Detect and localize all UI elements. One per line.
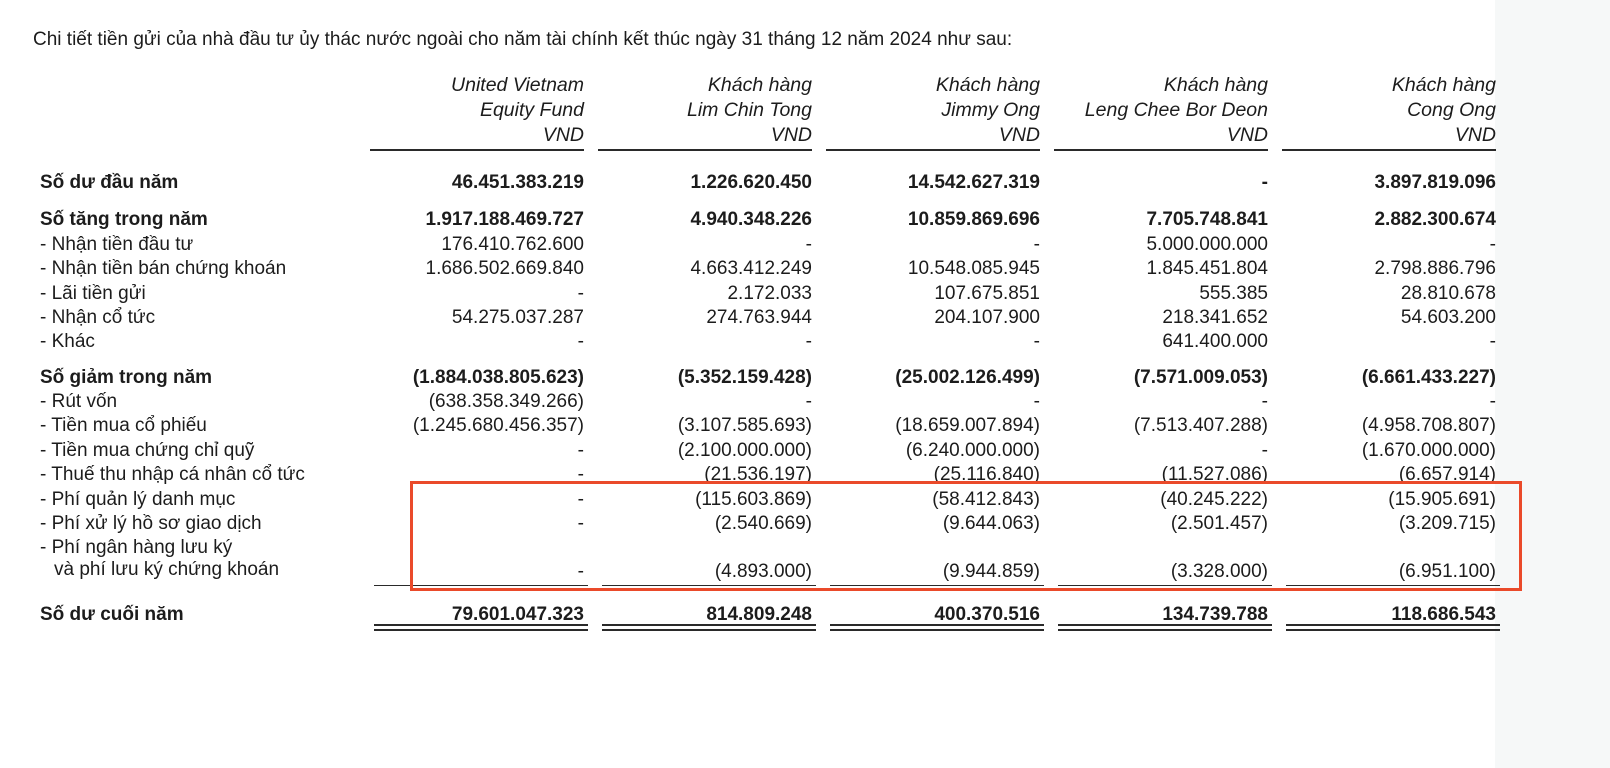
total-double-rule xyxy=(374,624,588,631)
header-underline xyxy=(370,149,584,151)
total-double-rule xyxy=(830,624,1044,631)
cell-value: - xyxy=(1489,331,1496,352)
row-label: - Nhận tiền đầu tư xyxy=(40,234,194,255)
column-header-line2: Equity Fund xyxy=(479,99,584,121)
column-header-line1: Khách hàng xyxy=(707,74,812,96)
row-label: - Khác xyxy=(40,331,95,352)
total-double-rule xyxy=(602,624,816,631)
cell-value: - xyxy=(1261,172,1268,193)
cell-value: - xyxy=(1033,331,1040,352)
cell-value: - xyxy=(577,489,584,510)
cell-value: (2.100.000.000) xyxy=(677,440,812,461)
cell-value: 274.763.944 xyxy=(706,307,812,328)
cell-value: (1.245.680.456.357) xyxy=(412,415,584,436)
cell-value: (4.893.000) xyxy=(714,561,812,582)
cell-value: 1.686.502.669.840 xyxy=(425,258,584,279)
column-header-line1: Khách hàng xyxy=(1391,74,1496,96)
cell-value: - xyxy=(577,513,584,534)
cell-value: (18.659.007.894) xyxy=(895,415,1040,436)
cell-value: (3.209.715) xyxy=(1398,513,1496,534)
cell-value: (6.657.914) xyxy=(1398,464,1496,485)
cell-value: 400.370.516 xyxy=(934,604,1040,625)
cell-value: (2.501.457) xyxy=(1170,513,1268,534)
row-label-line1: - Phí ngân hàng lưu ký xyxy=(40,537,233,558)
cell-value: (9.944.859) xyxy=(942,561,1040,582)
column-header-line2: Leng Chee Bor Deon xyxy=(1084,99,1268,121)
cell-value: (2.540.669) xyxy=(714,513,812,534)
cell-value: - xyxy=(1033,391,1040,412)
cell-value: (40.245.222) xyxy=(1160,489,1268,510)
cell-value: (11.527.086) xyxy=(1161,464,1268,485)
column-header-unit: VND xyxy=(998,124,1040,146)
row-label: - Phí xử lý hồ sơ giao dịch xyxy=(40,513,262,534)
page-edge-strip xyxy=(1495,0,1610,768)
cell-value: 54.275.037.287 xyxy=(451,307,584,328)
total-double-rule xyxy=(1058,624,1272,631)
cell-value: 1.226.620.450 xyxy=(690,172,812,193)
row-label: - Rút vốn xyxy=(40,391,118,412)
cell-value: 3.897.819.096 xyxy=(1374,172,1496,193)
column-header-4 xyxy=(1054,73,1268,148)
column-header-line1: Khách hàng xyxy=(1163,74,1268,96)
cell-value: 10.548.085.945 xyxy=(907,258,1040,279)
row-label xyxy=(40,537,279,581)
header-underline xyxy=(1282,149,1496,151)
cell-value: 14.542.627.319 xyxy=(907,172,1040,193)
column-header-5 xyxy=(1282,73,1496,148)
cell-value: (4.958.708.807) xyxy=(1361,415,1496,436)
row-label: - Tiền mua chứng chỉ quỹ xyxy=(40,440,255,461)
cell-value: - xyxy=(577,331,584,352)
cell-value: - xyxy=(577,440,584,461)
cell-value: (21.536.197) xyxy=(704,464,812,485)
cell-value: (638.358.349.266) xyxy=(428,391,584,412)
cell-value: - xyxy=(577,464,584,485)
cell-value: 46.451.383.219 xyxy=(451,172,584,193)
cell-value: (25.002.126.499) xyxy=(895,367,1040,388)
cell-value: 107.675.851 xyxy=(934,283,1040,304)
cell-value: 1.917.188.469.727 xyxy=(425,209,584,230)
highlight-box xyxy=(410,481,1522,591)
row-label: Số giảm trong năm xyxy=(40,367,213,388)
intro-text: Chi tiết tiền gửi của nhà đầu tư ủy thác nước ngoài cho năm tài chính kết thúc ngày 31 tháng 12 năm 2024 như sau: xyxy=(33,29,1013,50)
cell-value: - xyxy=(1033,234,1040,255)
cell-value: 79.601.047.323 xyxy=(451,604,584,625)
cell-value: 5.000.000.000 xyxy=(1146,234,1268,255)
cell-value: (1.884.038.805.623) xyxy=(412,367,584,388)
cell-value: - xyxy=(805,331,812,352)
cell-value: (115.603.869) xyxy=(695,489,812,510)
cell-value: (15.905.691) xyxy=(1388,489,1496,510)
cell-value: 4.663.412.249 xyxy=(690,258,812,279)
cell-value: 54.603.200 xyxy=(1400,307,1496,328)
row-label: - Nhận tiền bán chứng khoán xyxy=(40,258,287,279)
cell-value: - xyxy=(577,561,584,582)
column-header-line1: Khách hàng xyxy=(935,74,1040,96)
cell-value: 814.809.248 xyxy=(706,604,812,625)
cell-value: - xyxy=(1261,391,1268,412)
row-label: Số dư đầu năm xyxy=(40,172,179,193)
cell-value: (9.644.063) xyxy=(942,513,1040,534)
cell-value: (58.412.843) xyxy=(932,489,1040,510)
cell-value: 555.385 xyxy=(1199,283,1268,304)
cell-value: (6.240.000.000) xyxy=(905,440,1040,461)
cell-value: 204.107.900 xyxy=(934,307,1040,328)
column-header-line2: Jimmy Ong xyxy=(941,99,1040,121)
cell-value: (7.571.009.053) xyxy=(1133,367,1268,388)
cell-value: 7.705.748.841 xyxy=(1146,209,1268,230)
cell-value: - xyxy=(1489,391,1496,412)
cell-value: (5.352.159.428) xyxy=(677,367,812,388)
cell-value: 118.686.543 xyxy=(1391,604,1496,625)
column-header-unit: VND xyxy=(770,124,812,146)
header-underline xyxy=(598,149,812,151)
column-header-2 xyxy=(598,73,812,148)
cell-value: (3.328.000) xyxy=(1170,561,1268,582)
cell-value: 2.882.300.674 xyxy=(1374,209,1496,230)
cell-value: (25.116.840) xyxy=(933,464,1040,485)
cell-value: - xyxy=(577,283,584,304)
row-label: - Phí quản lý danh mục xyxy=(40,489,236,510)
cell-value: 1.845.451.804 xyxy=(1146,258,1268,279)
cell-value: - xyxy=(805,234,812,255)
cell-value: 218.341.652 xyxy=(1162,307,1268,328)
cell-value: 641.400.000 xyxy=(1162,331,1268,352)
cell-value: (1.670.000.000) xyxy=(1361,440,1496,461)
header-underline xyxy=(1054,149,1268,151)
row-label: - Tiền mua cổ phiếu xyxy=(40,415,207,436)
column-header-unit: VND xyxy=(1454,124,1496,146)
cell-value: 2.172.033 xyxy=(727,283,812,304)
cell-value: 134.739.788 xyxy=(1162,604,1268,625)
column-header-unit: VND xyxy=(1226,124,1268,146)
cell-value: - xyxy=(1489,234,1496,255)
cell-value: 4.940.348.226 xyxy=(690,209,812,230)
cell-value: (6.661.433.227) xyxy=(1361,367,1496,388)
total-double-rule xyxy=(1286,624,1500,631)
cell-value: (6.951.100) xyxy=(1398,561,1496,582)
cell-value: 10.859.869.696 xyxy=(907,209,1040,230)
column-header-3 xyxy=(826,73,1040,148)
column-header-line2: Lim Chin Tong xyxy=(686,99,812,121)
column-header-unit: VND xyxy=(542,124,584,146)
cell-value: (3.107.585.693) xyxy=(677,415,812,436)
column-header-1 xyxy=(370,73,584,148)
row-label: Số tăng trong năm xyxy=(40,209,208,230)
row-label: - Lãi tiền gửi xyxy=(40,283,146,304)
row-label: - Thuế thu nhập cá nhân cổ tức xyxy=(40,464,305,485)
row-label: Số dư cuối năm xyxy=(40,604,184,625)
cell-value: 2.798.886.796 xyxy=(1374,258,1496,279)
cell-value: 176.410.762.600 xyxy=(441,234,584,255)
column-header-line2: Cong Ong xyxy=(1407,99,1496,121)
cell-value: (7.513.407.288) xyxy=(1133,415,1268,436)
column-header-line1: United Vietnam xyxy=(451,74,584,96)
cell-value: - xyxy=(1261,440,1268,461)
cell-value: 28.810.678 xyxy=(1400,283,1496,304)
cell-value: - xyxy=(805,391,812,412)
row-label: - Nhận cổ tức xyxy=(40,307,156,328)
row-label-line2: và phí lưu ký chứng khoán xyxy=(54,559,280,580)
header-underline xyxy=(826,149,1040,151)
